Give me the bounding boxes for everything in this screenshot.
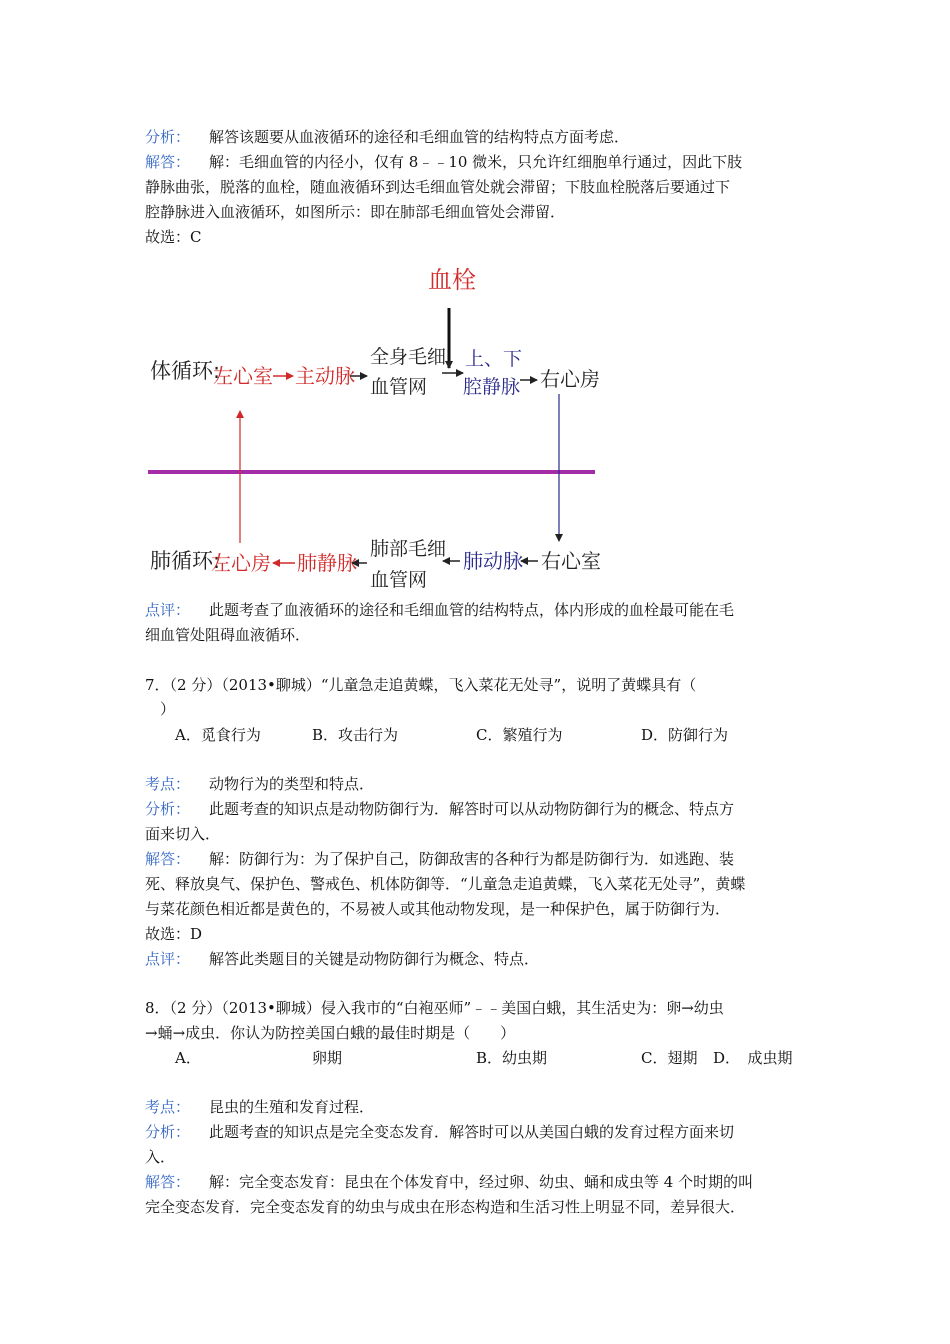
systemic-label: 体循环: [150, 359, 221, 383]
analysis-line: 面来切入． [145, 825, 221, 843]
question-7-stem: 7．（2 分）（2013•聊城）“儿童急走追黄蝶，飞入菜花无处寻”，说明了黄蝶具有（ [145, 676, 697, 694]
answer-row [145, 152, 742, 172]
point-text: 昆虫的生殖和发育过程． [209, 1098, 375, 1116]
body-capillary-1: 全身毛细 [370, 346, 447, 368]
answer-label: 解答： [145, 850, 191, 868]
q8-option-b: B．幼虫期 [476, 1049, 548, 1067]
choice-line: 故选：C [145, 228, 202, 246]
comment-label: 点评： [145, 950, 191, 968]
analysis-text: 此题考查的知识点是动物防御行为．解答时可以从动物防御行为的概念、特点方 [209, 800, 735, 818]
q7-option-c: C．繁殖行为 [476, 726, 563, 744]
lung-capillary-2: 血管网 [370, 569, 428, 591]
blood-circulation-diagram [145, 258, 605, 598]
right-ventricle: 右心室 [541, 549, 601, 573]
pulmonary-label: 肺循环: [150, 549, 221, 573]
left-ventricle: 左心室 [213, 364, 273, 388]
right-atrium: 右心房 [540, 367, 600, 391]
choice-line: 故选：D [145, 925, 203, 943]
analysis-label: 分析： [145, 1123, 191, 1141]
answer-text: 解：完全变态发育：昆虫在个体发育中，经过卵、幼虫、蛹和成虫等 4 个时期的叫 [209, 1173, 754, 1191]
q8-option-a-text: 卵期 [312, 1049, 343, 1067]
analysis-label: 分析： [145, 800, 191, 818]
answer-text: 解：防御行为：为了保护自己，防御敌害的各种行为都是防御行为．如逃跑、装 [209, 850, 735, 868]
point-label: 考点： [145, 1098, 191, 1116]
vena-cava-1: 上、下 [465, 348, 523, 370]
left-atrium: 左心房 [211, 551, 271, 575]
body-capillary-2: 血管网 [370, 376, 428, 398]
comment-text: 解答此类题目的关键是动物防御行为概念、特点． [209, 950, 540, 968]
pulmonary-artery: 肺动脉 [463, 549, 523, 573]
answer-line: 死、释放臭气、保护色、警戒色、机体防御等．“儿童急走追黄蝶，飞入菜花无处寻”，黄蝶 [145, 875, 746, 893]
answer-text: 解：毛细血管的内径小，仅有 8﹣﹣10 微米，只允许红细胞单行通过，因此下肢 [209, 153, 743, 171]
pulmonary-vein: 肺静脉 [297, 551, 357, 575]
point-row [145, 1097, 374, 1117]
analysis-line: 入． [145, 1148, 176, 1166]
q8-option-c: C．翅期 [641, 1049, 698, 1067]
aorta: 主动脉 [295, 364, 355, 388]
point-row [145, 774, 374, 794]
comment-line: 细血管处阻碍血液循环． [145, 626, 311, 644]
analysis-row [145, 799, 734, 819]
q7-option-b: B．攻击行为 [312, 726, 399, 744]
analysis-label: 分析： [145, 128, 191, 146]
answer-line: 静脉曲张，脱落的血栓，随血液循环到达毛细血管处就会滞留；下肢血栓脱落后要通过下 [145, 178, 731, 196]
comment-text: 此题考查了血液循环的途径和毛细血管的结构特点，体内形成的血栓最可能在毛 [209, 601, 735, 619]
answer-line: 腔静脉进入血液循环，如图所示：即在肺部毛细血管处会滞留． [145, 203, 566, 221]
analysis-text: 此题考查的知识点是完全变态发育．解答时可以从美国白蛾的发育过程方面来切 [209, 1123, 735, 1141]
q8-option-a: A． [175, 1049, 201, 1067]
answer-line: 完全变态发育．完全变态发育的幼虫与成虫在形态构造和生活习性上明显不同，差异很大． [145, 1198, 746, 1216]
lung-capillary-1: 肺部毛细 [370, 538, 447, 560]
thrombus-label: 血栓 [428, 266, 476, 294]
answer-row [145, 849, 734, 869]
comment-row [145, 949, 539, 969]
question-7-stem-end: ） [160, 700, 176, 718]
q7-option-d: D．防御行为 [641, 726, 729, 744]
question-8-stem-2: →蛹→成虫．你认为防控美国白蛾的最佳时期是（ ） [145, 1024, 516, 1042]
answer-row [145, 1172, 753, 1192]
point-label: 考点： [145, 775, 191, 793]
answer-line: 与菜花颜色相近都是黄色的，不易被人或其他动物发现，是一种保护色，属于防御行为． [145, 900, 731, 918]
question-8-stem: 8．（2 分）（2013•聊城）侵入我市的“白袍巫师”﹣﹣美国白蛾，其生活史为：卵→幼虫 [145, 999, 724, 1017]
answer-label: 解答： [145, 153, 191, 171]
analysis-row [145, 1122, 734, 1142]
vena-cava-2: 腔静脉 [463, 376, 521, 398]
q7-option-a: A．觅食行为 [175, 726, 261, 744]
point-text: 动物行为的类型和特点． [209, 775, 375, 793]
analysis-row [145, 127, 629, 147]
q8-option-d: D． 成虫期 [713, 1049, 793, 1067]
answer-label: 解答： [145, 1173, 191, 1191]
comment-label: 点评： [145, 601, 191, 619]
analysis-text: 解答该题要从血液循环的途径和毛细血管的结构特点方面考虑． [209, 128, 630, 146]
comment-row [145, 600, 734, 620]
